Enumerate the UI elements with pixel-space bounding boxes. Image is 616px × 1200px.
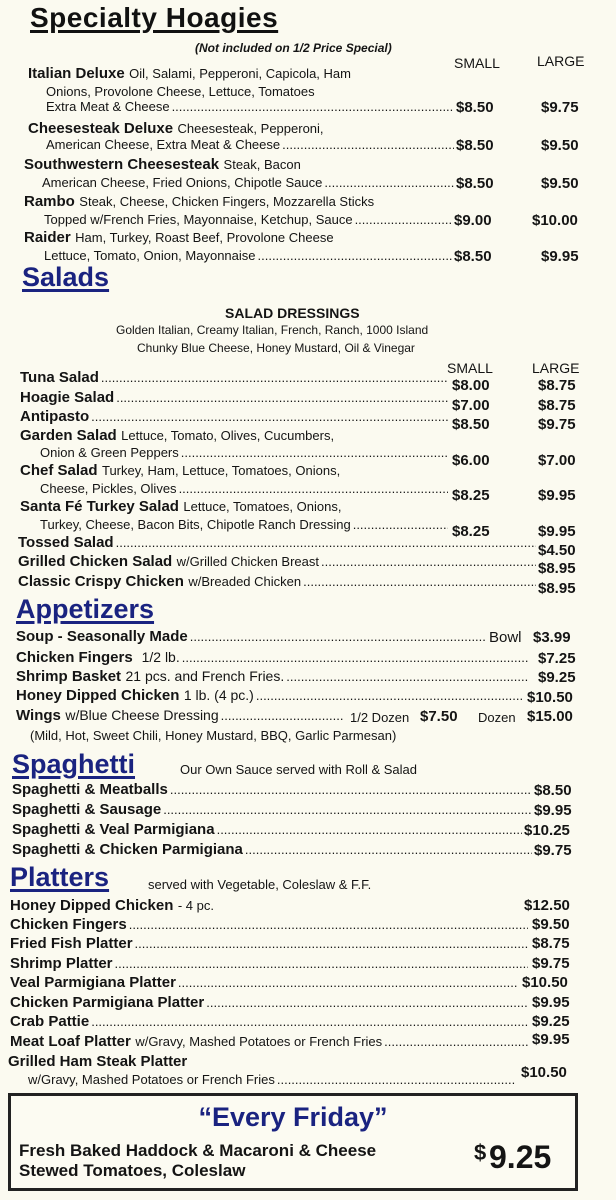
friday-line1: Fresh Baked Haddock & Macaroni & Cheese xyxy=(19,1141,377,1160)
item-desc: Oil, Salami, Pepperoni, Capicola, Ham xyxy=(129,66,351,81)
price-large: $8.75 xyxy=(538,377,576,394)
price-small: $8.50 xyxy=(456,175,494,192)
menu-item-spaghetti-meatballs: Spaghetti & Meatballs ..... xyxy=(12,781,534,798)
price: $4.50 xyxy=(538,542,576,559)
platters-title: Platters xyxy=(10,862,110,892)
price: $9.75 xyxy=(534,842,572,859)
menu-item-classic-crispy-chicken: Classic Crispy Chicken w/Breaded Chicken ..... xyxy=(18,573,538,591)
friday-price-symbol: $ xyxy=(474,1140,487,1165)
spaghetti-subtitle: Our Own Sauce served with Roll & Salad xyxy=(180,762,417,777)
item-name: Honey Dipped Chicken xyxy=(10,897,174,914)
item-name: Santa Fé Turkey Salad xyxy=(20,498,179,515)
price-large: $9.95 xyxy=(538,487,576,504)
menu-item-platter-chicken-fingers: Chicken Fingers ..... xyxy=(10,916,530,933)
price-small: $8.50 xyxy=(452,416,490,433)
menu-item-antipasto: Antipasto ..... xyxy=(20,408,450,425)
item-name: Chef Salad xyxy=(20,462,98,479)
price: $8.95 xyxy=(538,560,576,577)
item-desc: Ham, Turkey, Roast Beef, Provolone Cheese xyxy=(75,230,334,245)
item-desc: Cheesesteak, Pepperoni, xyxy=(177,121,324,136)
menu-item-grilled-chicken-salad: Grilled Chicken Salad w/Grilled Chicken Breast ..... xyxy=(18,553,538,571)
price-small: $6.00 xyxy=(452,452,490,469)
hoagies-note: (Not included on 1/2 Price Special) xyxy=(195,41,392,55)
item-desc: - 4 pc. xyxy=(177,898,214,913)
wings-flavors: (Mild, Hot, Sweet Chili, Honey Mustard, BBQ, Garlic Parmesan) xyxy=(30,728,397,743)
spaghetti-title: Spaghetti xyxy=(12,749,136,779)
menu-item-fried-fish-platter: Fried Fish Platter ..... xyxy=(10,935,530,952)
price-large: $9.50 xyxy=(541,137,579,154)
menu-item-rambo xyxy=(24,193,374,211)
price-large: $9.95 xyxy=(541,248,579,265)
menu-item-meat-loaf-platter: Meat Loaf Platter w/Gravy, Mashed Potatoes or French Fries ..... xyxy=(10,1033,530,1051)
dressings-list-line1: Golden Italian, Creamy Italian, French, Ranch, 1000 Island xyxy=(116,323,429,337)
menu-item-italian-deluxe xyxy=(28,65,351,83)
hoagies-title: Specialty Hoagies xyxy=(30,2,279,33)
item-desc: Lettuce, Tomatoes, Onions, xyxy=(183,499,342,514)
menu-item-chicken-parmigiana-platter: Chicken Parmigiana Platter ..... xyxy=(10,994,530,1011)
price-large: $8.75 xyxy=(538,397,576,414)
item-name: Raider xyxy=(24,229,71,246)
soup-unit: Bowl xyxy=(489,629,522,646)
price-large: $10.00 xyxy=(532,212,578,229)
item-name: Southwestern Cheesesteak xyxy=(24,156,220,173)
appetizers-title: Appetizers xyxy=(16,594,155,624)
price-small: $7.00 xyxy=(452,397,490,414)
menu-item-hoagie-salad: Hoagie Salad ..... xyxy=(20,389,450,406)
item-desc-line2: Lettuce, Tomato, Onion, Mayonnaise ..... xyxy=(44,248,454,263)
menu-item-platter-honey-dipped-chicken xyxy=(10,897,214,915)
price-large: $9.75 xyxy=(541,99,579,116)
price-large: $9.75 xyxy=(538,416,576,433)
item-desc-line3: Extra Meat & Cheese ..... xyxy=(46,99,456,114)
item-desc: Lettuce, Tomato, Olives, Cucumbers, xyxy=(121,428,335,443)
menu-item-tossed-salad: Tossed Salad ..... xyxy=(18,534,538,551)
salads-col-small: SMALL xyxy=(447,360,493,376)
item-desc-line2: Onion & Green Peppers ..... xyxy=(40,445,450,460)
menu-item-chef-salad xyxy=(20,462,340,480)
hoagies-col-small: SMALL xyxy=(454,55,500,71)
price: $10.25 xyxy=(524,822,570,839)
menu-item-shrimp-platter: Shrimp Platter ..... xyxy=(10,955,530,972)
menu-item-grilled-ham-steak-platter: Grilled Ham Steak Platter xyxy=(8,1053,188,1070)
price-small: $8.50 xyxy=(454,248,492,265)
price: $9.50 xyxy=(532,916,570,933)
item-desc: Turkey, Ham, Lettuce, Tomatoes, Onions, xyxy=(101,463,341,478)
price-small: $8.50 xyxy=(456,99,494,116)
item-name: Rambo xyxy=(24,193,75,210)
every-friday-special xyxy=(8,1093,578,1191)
menu-item-raider xyxy=(24,229,334,247)
item-desc-line2: Turkey, Cheese, Bacon Bits, Chipotle Ranch Dressing ..... xyxy=(40,517,450,532)
menu-item-southwestern-cheesesteak xyxy=(24,156,301,174)
price-small: $8.00 xyxy=(452,377,490,394)
item-desc: Steak, Bacon xyxy=(223,157,301,172)
price: $8.95 xyxy=(538,580,576,597)
platters-subtitle: served with Vegetable, Coleslaw & F.F. xyxy=(148,877,372,892)
menu-item-crab-pattie: Crab Pattie ..... xyxy=(10,1013,530,1030)
friday-price: 9.25 xyxy=(489,1139,552,1175)
menu-item-cheesesteak-deluxe xyxy=(28,120,324,138)
menu-item-soup: Soup - Seasonally Made ..... xyxy=(16,628,488,645)
item-desc-line2: Topped w/French Fries, Mayonnaise, Ketchup, Sauce ..... xyxy=(44,212,454,227)
menu-item-garden-salad xyxy=(20,427,334,445)
wings-dozen-label: Dozen xyxy=(478,710,516,725)
price-small: $9.00 xyxy=(454,212,492,229)
price: $12.50 xyxy=(524,897,570,914)
wings-dozen-price: $15.00 xyxy=(527,708,573,725)
menu-item-spaghetti-veal-parmigiana: Spaghetti & Veal Parmigiana ..... xyxy=(12,821,524,838)
item-desc-line2: Onions, Provolone Cheese, Lettuce, Tomatoes xyxy=(46,84,315,99)
item-name: Garden Salad xyxy=(20,427,117,444)
price-small: $8.25 xyxy=(452,523,490,540)
price: $9.25 xyxy=(538,669,576,686)
item-desc-line2: American Cheese, Fried Onions, Chipotle Sauce ..... xyxy=(42,175,456,190)
price: $10.50 xyxy=(527,689,573,706)
price: $9.95 xyxy=(532,994,570,1011)
wings-half-label: 1/2 Dozen xyxy=(350,710,410,725)
item-desc-line2: Cheese, Pickles, Olives ..... xyxy=(40,481,450,496)
price-large: $7.00 xyxy=(538,452,576,469)
price: $9.75 xyxy=(532,955,570,972)
price: $3.99 xyxy=(533,629,571,646)
price-large: $9.50 xyxy=(541,175,579,192)
menu-item-wings: Wings w/Blue Cheese Dressing ..... xyxy=(16,707,346,725)
item-desc-line2: American Cheese, Extra Meat & Cheese ..... xyxy=(46,137,456,152)
every-friday-title: “Every Friday” xyxy=(198,1102,388,1132)
friday-line2: Stewed Tomatoes, Coleslaw xyxy=(19,1161,246,1180)
menu-item-shrimp-basket: Shrimp Basket 21 pcs. and French Fries. ..... xyxy=(16,668,530,686)
price: $9.95 xyxy=(534,802,572,819)
price-large: $9.95 xyxy=(538,523,576,540)
menu-item-spaghetti-chicken-parmigiana: Spaghetti & Chicken Parmigiana ..... xyxy=(12,841,534,858)
price-small: $8.25 xyxy=(452,487,490,504)
item-desc: Steak, Cheese, Chicken Fingers, Mozzarella Sticks xyxy=(79,194,375,209)
menu-item-santa-fe-turkey-salad xyxy=(20,498,341,516)
hoagies-col-large: LARGE xyxy=(537,53,585,69)
item-desc-line2: w/Gravy, Mashed Potatoes or French Fries ..... xyxy=(28,1072,518,1087)
price: $8.50 xyxy=(534,782,572,799)
item-name: Cheesesteak Deluxe xyxy=(28,120,174,137)
menu-item-honey-dipped-chicken: Honey Dipped Chicken 1 lb. (4 pc.) ..... xyxy=(16,687,526,705)
salads-col-large: LARGE xyxy=(532,360,580,376)
dressings-list-line2: Chunky Blue Cheese, Honey Mustard, Oil & Vinegar xyxy=(137,341,415,355)
price: $7.25 xyxy=(538,650,576,667)
price-small: $8.50 xyxy=(456,137,494,154)
wings-half-price: $7.50 xyxy=(420,708,458,725)
item-name: Italian Deluxe xyxy=(28,65,125,82)
price: $10.50 xyxy=(522,974,568,991)
menu-item-spaghetti-sausage: Spaghetti & Sausage ..... xyxy=(12,801,534,818)
price: $8.75 xyxy=(532,935,570,952)
price: $10.50 xyxy=(521,1064,567,1081)
menu-item-chicken-fingers: Chicken Fingers 1/2 lb. ..... xyxy=(16,649,530,667)
salads-title: Salads xyxy=(22,262,110,292)
menu-item-veal-parmigiana-platter: Veal Parmigiana Platter ..... xyxy=(10,974,520,991)
dressings-title: SALAD DRESSINGS xyxy=(225,305,360,321)
menu-item-tuna-salad: Tuna Salad ..... xyxy=(20,369,450,386)
price: $9.95 xyxy=(532,1031,570,1048)
price: $9.25 xyxy=(532,1013,570,1030)
